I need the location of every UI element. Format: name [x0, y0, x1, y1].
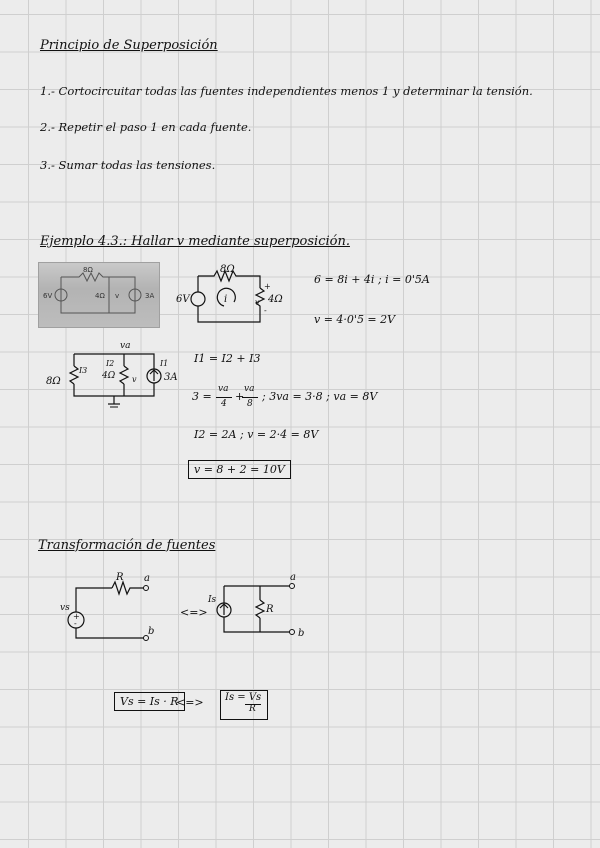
circuit2-label-src: 3A	[164, 372, 178, 383]
fraction1-numerator: va	[218, 384, 229, 394]
circuit-voltage-source-only	[176, 262, 286, 332]
circuit1-label-r2: 4Ω	[268, 294, 283, 305]
equation-node-voltage-plus: +	[235, 390, 245, 403]
circuit2-label-v: v	[132, 375, 137, 384]
photo-label-r2: 4Ω	[95, 292, 105, 300]
circuit2-label-i1: I1	[160, 359, 169, 368]
equation-node-voltage-rest: ; 3va = 3·8 ; va = 8V	[262, 390, 378, 403]
equivalence-symbol: <=>	[180, 606, 208, 619]
circuit1-label-v: v	[255, 298, 260, 307]
photo-label-v: v	[115, 292, 120, 300]
fraction2-numerator: va	[244, 384, 255, 394]
right-label-a: a	[290, 572, 296, 583]
formula-is-box	[220, 690, 268, 720]
photo-label-r1: 8Ω	[83, 266, 93, 274]
fraction2-bar	[242, 397, 258, 398]
step-1-text: 1.- Cortocircuitar todas las fuentes independientes menos 1 y determinar la tensión.	[40, 84, 533, 98]
result-box: v = 8 + 2 = 10V	[188, 460, 291, 479]
photo-label-src2: 3A	[145, 292, 155, 300]
circuit1-label-i: i	[224, 294, 228, 305]
equation-loop: 6 = 8i + 4i ; i = 0'5A	[314, 273, 430, 286]
section-title-source-transformation: Transformación de fuentes	[38, 538, 216, 553]
circuit1-label-minus: -	[264, 306, 267, 315]
circuit2-label-r1: 8Ω	[46, 376, 61, 387]
circuit1-label-src: 6V	[176, 294, 190, 305]
step-2-text: 2.- Repetir el paso 1 en cada fuente.	[40, 120, 252, 134]
formula-equivalence-symbol: <=>	[176, 696, 204, 709]
circuit-voltage-source-series	[56, 570, 166, 650]
circuit2-label-node: va	[120, 341, 131, 351]
circuit1-label-r1: 8Ω	[220, 264, 235, 275]
section-title-superposition: Principio de Superposición	[40, 38, 218, 53]
textbook-circuit-photo	[38, 262, 160, 328]
circuit2-label-i3: I3	[79, 366, 88, 375]
photo-circuit-diagram	[39, 263, 159, 327]
right-label-b: b	[298, 628, 305, 639]
equation-v1: v = 4·0'5 = 2V	[314, 313, 396, 326]
fraction1-denominator: 4	[221, 399, 227, 409]
formula-is-numerator: Is = Vs	[225, 692, 262, 703]
circuit1-label-plus: +	[264, 282, 271, 291]
step-3-text: 3.- Sumar todas las tensiones.	[40, 158, 216, 172]
circuit-current-source-only	[44, 338, 184, 418]
left-label-b: b	[148, 626, 155, 637]
equation-kcl: I1 = I2 + I3	[194, 352, 261, 365]
right-label-r: R	[266, 604, 274, 615]
equation-node-voltage-prefix: 3 =	[192, 390, 212, 403]
photo-label-src1: 6V	[43, 292, 53, 300]
left-label-plus: +	[73, 612, 80, 621]
left-label-a: a	[144, 573, 150, 584]
circuit2-label-i2: I2	[106, 359, 115, 368]
formula-is-denominator: R	[249, 704, 256, 714]
right-label-is: Is	[208, 595, 217, 605]
left-label-r: R	[116, 572, 124, 583]
example-title: Ejemplo 4.3.: Hallar v mediante superposición.	[40, 234, 350, 249]
left-label-minus: -	[74, 619, 77, 628]
equation-branch-current: I2 = 2A ; v = 2·4 = 8V	[194, 428, 319, 441]
left-label-vs: vs	[60, 603, 70, 613]
formula-vs-box: Vs = Is · R	[114, 692, 185, 711]
circuit-current-source-parallel	[206, 572, 316, 646]
fraction2-denominator: 8	[247, 399, 253, 409]
fraction1-bar	[216, 397, 232, 398]
circuit2-label-r2: 4Ω	[102, 371, 116, 381]
